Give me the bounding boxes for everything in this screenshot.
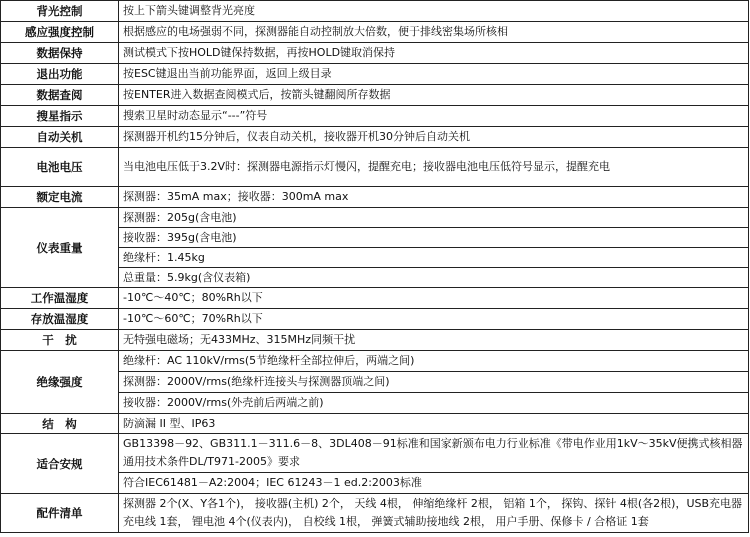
- row-value: 接收器：395g(含电池): [119, 228, 749, 248]
- row-label: 背光控制: [1, 1, 119, 22]
- row-value: -10℃～60℃；70%Rh以下: [119, 309, 749, 330]
- row-label: 感应强度控制: [1, 22, 119, 43]
- row-label: 绝缘强度: [1, 351, 119, 414]
- row-value: 探测器：205g(含电池): [119, 208, 749, 228]
- row-label: 仪表重量: [1, 208, 119, 288]
- row-label: 干 扰: [1, 330, 119, 351]
- row-value: 搜索卫星时动态显示“---”符号: [119, 106, 749, 127]
- row-autooff: [1, 127, 749, 148]
- row-weight: [1, 208, 749, 228]
- row-value: 防滴漏 II 型、IP63: [119, 414, 749, 434]
- row-insulation: [1, 351, 749, 372]
- row-interference: [1, 330, 749, 351]
- row-value: 当电池电压低于3.2V时：探测器电源指示灯慢闪，提醒充电；接收器电池电压低符号显示，提醒充电: [119, 148, 749, 187]
- row-hold: [1, 43, 749, 64]
- row-value: 探测器开机约15分钟后，仪表自动关机，接收器开机30分钟后自动关机: [119, 127, 749, 148]
- row-label: 数据查阅: [1, 85, 119, 106]
- row-value: 绝缘杆：1.45kg: [119, 248, 749, 268]
- row-label: 存放温湿度: [1, 309, 119, 330]
- row-label: 自动关机: [1, 127, 119, 148]
- row-value: 探测器：35mA max；接收器：300mA max: [119, 187, 749, 208]
- row-current: [1, 187, 749, 208]
- row-sttemp: [1, 309, 749, 330]
- row-value: -10℃～40℃；80%Rh以下: [119, 288, 749, 309]
- row-sensitivity: [1, 22, 749, 43]
- row-label: 适合安规: [1, 434, 119, 494]
- row-value: 按ESC键退出当前功能界面，返回上级目录: [119, 64, 749, 85]
- row-label: 电池电压: [1, 148, 119, 187]
- row-value: 总重量：5.9kg(含仪表箱): [119, 268, 749, 288]
- row-value: 按ENTER进入数据查阅模式后，按箭头键翻阅所存数据: [119, 85, 749, 106]
- row-label: 搜星指示: [1, 106, 119, 127]
- row-value: 无特强电磁场；无433MHz、315MHz同频干扰: [119, 330, 749, 351]
- row-optemp: [1, 288, 749, 309]
- row-label: 工作温湿度: [1, 288, 119, 309]
- row-value: 按上下箭头键调整背光亮度: [119, 1, 749, 22]
- row-label: 结 构: [1, 414, 119, 434]
- row-backlight: [1, 1, 749, 22]
- row-search: [1, 106, 749, 127]
- row-structure: [1, 414, 749, 434]
- row-value: 接收器：2000V/rms(外壳前后两端之前): [119, 393, 749, 414]
- row-label: 数据保持: [1, 43, 119, 64]
- row-value: GB13398－92、GB311.1－311.6－8、3DL408－91标准和国家新颁布电力行业标准《带电作业用1kV～35kV便携式核相器通用技术条件DL/T971-2005》要求: [119, 434, 749, 473]
- row-value: 绝缘杆：AC 110kV/rms(5节绝缘杆全部拉伸后，两端之间): [119, 351, 749, 372]
- row-accessories: [1, 494, 749, 533]
- row-query: [1, 85, 749, 106]
- row-standards: [1, 434, 749, 473]
- row-value: 符合IEC61481－A2:2004；IEC 61243－1 ed.2:2003标准: [119, 473, 749, 494]
- row-label: 配件清单: [1, 494, 119, 533]
- row-exit: [1, 64, 749, 85]
- row-battery: [1, 148, 749, 187]
- row-value: 探测器：2000V/rms(绝缘杆连接头与探测器顶端之间): [119, 372, 749, 393]
- row-label: 额定电流: [1, 187, 119, 208]
- row-value: 根据感应的电场强弱不同，探测器能自动控制放大倍数，便于排线密集场所核相: [119, 22, 749, 43]
- row-value: 测试模式下按HOLD键保持数据，再按HOLD键取消保持: [119, 43, 749, 64]
- row-value: 探测器 2个(X、Y各1个)， 接收器(主机) 2个， 天线 4根， 伸缩绝缘杆 2根， 铝箱 1个， 探钩、探针 4根(各2根)，USB充电器充电线 1套， 锂电池 4个(仪表内)， 自校线 1根， 弹簧式辅助接地线 2根， 用户手册、保修卡 / 合格证 1套: [119, 494, 749, 533]
- row-label: 退出功能: [1, 64, 119, 85]
